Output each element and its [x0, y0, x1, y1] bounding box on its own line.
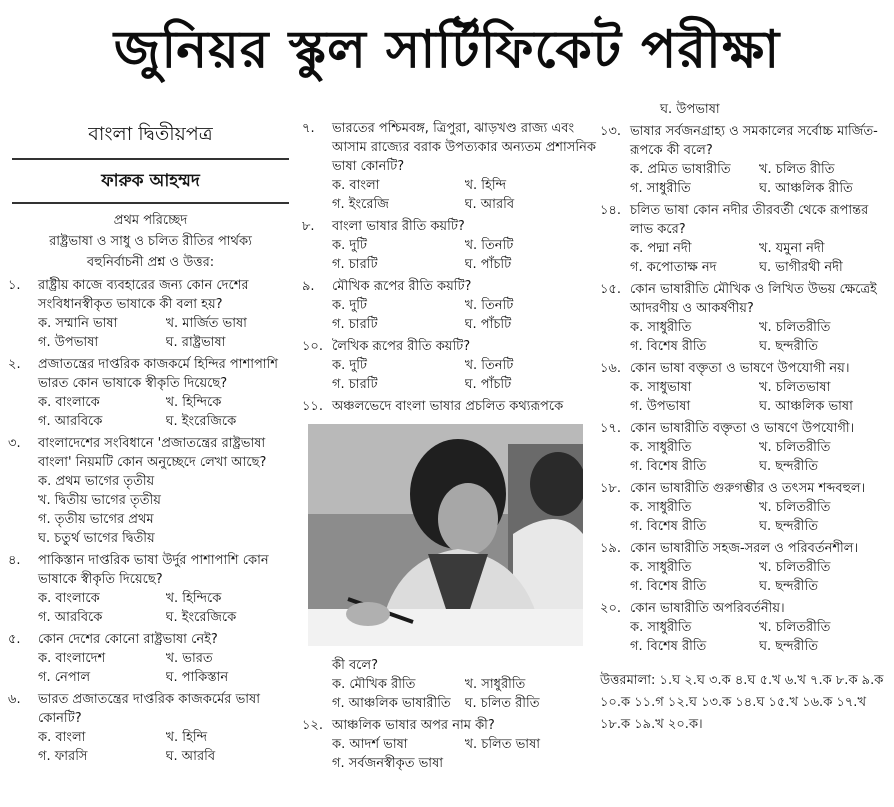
- answer-option: গ. চারটি: [332, 377, 378, 392]
- answer-option: ক. সাধুরীতি: [630, 440, 692, 455]
- answer-option: ঘ. ইংরেজিকে: [165, 610, 237, 625]
- question-text: মৌখিক রূপের রীতি কয়টি?: [332, 279, 472, 294]
- question-text: কোন ভাষারীতি গুরুগম্ভীর ও তৎসম শব্দবহুল।: [630, 481, 866, 496]
- answer-option: ক. বাংলা: [38, 730, 86, 745]
- question-text-continued: কী বলে?: [332, 658, 378, 673]
- question-list: [302, 119, 597, 394]
- question-item: [302, 119, 597, 176]
- subject-heading: বাংলা দ্বিতীয়পত্র: [88, 123, 213, 145]
- question-text: বাংলাদেশের সংবিধানে 'প্রজাতন্ত্রের রাষ্ট্রভাষা বাংলা' নিয়মটি কোন অনুচ্ছেদে লেখা আছে?: [38, 436, 267, 470]
- column-3: [600, 100, 888, 736]
- question-number: ৯.: [302, 279, 315, 294]
- student-photo: [308, 424, 583, 646]
- question-item: [302, 397, 597, 416]
- question-text: ভারতের পশ্চিমবঙ্গ, ত্রিপুরা, ঝাড়খণ্ড রাজ্য এবং আসাম রাজ্যের বরাক উপত্যকার অন্যতম প্রশাসনিক ভাষা কোনটি?: [332, 121, 596, 174]
- answer-key-text: ১.ঘ ২.ঘ ৩.ক ৪.ঘ ৫.খ ৬.খ ৭.ক ৮.ক ৯.ক ১০.ক ১১.গ ১২.ঘ ১৩.ক ১৪.ঘ ১৫.খ ১৬.ক ১৭.খ ১৮.ক ১৯.খ ২০.ক।: [600, 673, 884, 732]
- answer-option: খ. চলিতরীতি: [759, 440, 831, 455]
- question-number: ৪.: [8, 553, 21, 568]
- answer-option: খ. হিন্দি: [165, 730, 208, 745]
- answer-options: [302, 236, 597, 274]
- answer-options: [600, 160, 888, 198]
- question-number: ১১.: [302, 399, 324, 414]
- question-number: ১২.: [302, 718, 324, 733]
- answer-option: ঘ. পাঁচটি: [464, 377, 512, 392]
- question-text: রাষ্ট্রীয় কাজে ব্যবহারের জন্য কোন দেশের সংবিধানস্বীকৃত ভাষাকে কী বলা হয়?: [38, 278, 249, 312]
- question-number: ৭.: [302, 121, 315, 136]
- answer-option: খ. তিনটি: [464, 238, 514, 253]
- question-item: [302, 716, 597, 735]
- answer-options: [600, 558, 888, 596]
- answer-option: ক. সাধুরীতি: [630, 620, 692, 635]
- answer-option: ঘ. ছন্দরীতি: [759, 519, 818, 534]
- question-text: ভাষার সর্বজনগ্রাহ্য ও সমকালের সর্বোচ্চ মার্জিত-রূপকে কী বলে?: [630, 124, 878, 158]
- question-item: [302, 277, 597, 296]
- answer-option: খ. সাধুরীতি: [464, 677, 526, 692]
- question-number: ৬.: [8, 692, 21, 707]
- answer-option: ক. প্রথম ভাগের তৃতীয়: [38, 474, 155, 489]
- question-item: [600, 599, 888, 618]
- answer-options: [600, 498, 888, 536]
- question-item: [302, 217, 597, 236]
- answer-option: ঘ. চতুর্থ ভাগের দ্বিতীয়: [38, 531, 155, 546]
- answer-option: গ. চারটি: [332, 317, 378, 332]
- answer-option: ক. বাংলাকে: [38, 395, 100, 410]
- answer-option: গ. বিশেষ রীতি: [630, 339, 707, 354]
- question-number: ১৩.: [600, 124, 622, 139]
- question-number: ১৬.: [600, 361, 622, 376]
- answer-option: ক. প্রমিত ভাষারীতি: [630, 162, 731, 177]
- answer-options: [302, 735, 597, 773]
- answer-options: [600, 318, 888, 356]
- question-number: ১৮.: [600, 481, 622, 496]
- answer-option: খ. দ্বিতীয় ভাগের তৃতীয়: [38, 493, 161, 508]
- question-text: অঞ্চলভেদে বাংলা ভাষার প্রচলিত কথ্যরূপকে: [332, 399, 564, 414]
- answer-option: ঘ. ছন্দরীতি: [759, 459, 818, 474]
- student-writing-image: [308, 424, 583, 646]
- answer-option: ক. সম্মানি ভাষা: [38, 316, 118, 331]
- question-list: [600, 122, 888, 656]
- answer-option: খ. হিন্দিকে: [165, 395, 222, 410]
- question-number: ১৫.: [600, 282, 622, 297]
- author-name: ফারুক আহম্মদ: [101, 171, 200, 191]
- question-text: কোন ভাষা বক্তৃতা ও ভাষণে উপযোগী নয়।: [630, 361, 850, 376]
- divider: [12, 158, 289, 160]
- answer-option: খ. মার্জিত ভাষা: [165, 316, 247, 331]
- answer-option: ঘ. ছন্দরীতি: [759, 339, 818, 354]
- answer-option: গ. উপভাষা: [38, 335, 99, 350]
- answer-key-label: উত্তরমালা:: [600, 673, 656, 688]
- divider: [12, 202, 289, 204]
- question-item: [8, 355, 293, 393]
- answer-options: [600, 239, 888, 277]
- answer-options: [8, 589, 293, 627]
- answer-options: [600, 618, 888, 656]
- answer-option: গ. চারটি: [332, 257, 378, 272]
- answer-option: ক. দুটি: [332, 238, 367, 253]
- answer-option: গ. সর্বজনস্বীকৃত ভাষা: [332, 756, 444, 771]
- question-number: ১৭.: [600, 421, 622, 436]
- answer-option: ক. সাধুভাষা: [630, 380, 692, 395]
- chapter-topic: রাষ্ট্রভাষা ও সাধু ও চলিত রীতির পার্থক্য: [49, 234, 252, 249]
- answer-options: [302, 675, 597, 713]
- question-number: ১০.: [302, 339, 324, 354]
- answer-option: গ. উপভাষা: [630, 399, 691, 414]
- answer-option: ঘ. আরবি: [165, 749, 216, 764]
- column-1: [8, 100, 293, 766]
- answer-option: ক. বাংলাদেশ: [38, 651, 106, 666]
- question-number: ২০.: [600, 601, 622, 616]
- question-number: ৮.: [302, 219, 315, 234]
- answer-option: ঘ. ছন্দরীতি: [759, 579, 818, 594]
- answer-option: গ. কপোতাক্ষ নদ: [630, 260, 717, 275]
- question-item: [600, 201, 888, 239]
- question-text: প্রজাতন্ত্রের দাপ্তরিক কাজকর্মে হিন্দির পাশাপাশি ভারত কোন ভাষাকে স্বীকৃতি দিয়েছে?: [38, 357, 278, 391]
- answer-key: [600, 670, 888, 736]
- answer-option: ঘ. আরবি: [464, 197, 515, 212]
- answer-option: খ. চলিতরীতি: [759, 560, 831, 575]
- question-item: [600, 419, 888, 438]
- answer-options: [302, 176, 597, 214]
- answer-option: ক. আদর্শ ভাষা: [332, 737, 408, 752]
- question-item: [600, 280, 888, 318]
- answer-option: গ. বিশেষ রীতি: [630, 459, 707, 474]
- question-text: কোন ভাষারীতি সহজ-সরল ও পরিবর্তনশীল।: [630, 541, 859, 556]
- answer-option: ঘ. আঞ্চলিক ভাষা: [759, 399, 853, 414]
- answer-option: ক. সাধুরীতি: [630, 500, 692, 515]
- answer-option: গ. নেপাল: [38, 670, 91, 685]
- question-number: ১৪.: [600, 203, 622, 218]
- chapter-heading: প্রথম পরিচ্ছেদ: [113, 213, 188, 228]
- question-item: [8, 276, 293, 314]
- page-title: জুনিয়র স্কুল সার্টিফিকেট পরীক্ষা: [113, 20, 781, 80]
- answer-option: গ. আঞ্চলিক ভাষারীতি: [332, 696, 451, 711]
- answer-option: ক. দুটি: [332, 298, 367, 313]
- answer-option: খ. তিনটি: [464, 358, 514, 373]
- section-label: বহুনির্বাচনী প্রশ্ন ও উত্তর:: [86, 255, 215, 270]
- answer-option: ক. মৌখিক রীতি: [332, 677, 416, 692]
- question-item: [600, 539, 888, 558]
- answer-option: খ. তিনটি: [464, 298, 514, 313]
- answer-options: [8, 393, 293, 431]
- answer-option: খ. চলিত ভাষা: [464, 737, 541, 752]
- answer-option: খ. চলিতরীতি: [759, 620, 831, 635]
- answer-option: গ. বিশেষ রীতি: [630, 639, 707, 654]
- question-item: [302, 337, 597, 356]
- question-list: [302, 716, 597, 773]
- answer-option: খ. চলিতরীতি: [759, 320, 831, 335]
- question-number: ১৯.: [600, 541, 622, 556]
- answer-option: ঘ. পাকিস্তান: [165, 670, 229, 685]
- answer-options: [600, 438, 888, 476]
- question-number: ২.: [8, 357, 21, 372]
- answer-option: খ. চলিতরীতি: [759, 500, 831, 515]
- question-text: ভারত প্রজাতন্ত্রের দাপ্তরিক কাজকর্মের ভাষা কোনটি?: [38, 692, 260, 726]
- answer-options: [8, 472, 293, 548]
- answer-option: ক. বাংলাকে: [38, 591, 100, 606]
- answer-option: ঘ. পাঁচটি: [464, 257, 512, 272]
- answer-option: ক. বাংলা: [332, 178, 380, 193]
- answer-option: খ. হিন্দিকে: [165, 591, 222, 606]
- answer-option: ঘ. ভাগীরথী নদী: [759, 260, 843, 275]
- answer-options: [600, 378, 888, 416]
- question-item: [600, 359, 888, 378]
- question-text: কোন ভাষারীতি অপরিবর্তনীয়।: [630, 601, 785, 616]
- answer-options: [8, 728, 293, 766]
- question-text: কোন দেশের কোনো রাষ্ট্রভাষা নেই?: [38, 632, 218, 647]
- answer-option: গ. ফারসি: [38, 749, 88, 764]
- question-text: লৈখিক রূপের রীতি কয়টি?: [332, 339, 471, 354]
- answer-option: ঘ. চলিত রীতি: [464, 696, 540, 711]
- answer-option: খ. ভারত: [165, 651, 213, 666]
- answer-option: গ. আরবিকে: [38, 610, 103, 625]
- answer-option: ঘ. ছন্দরীতি: [759, 639, 818, 654]
- answer-options: [302, 296, 597, 334]
- question-number: ৩.: [8, 436, 21, 451]
- answer-option: খ. যমুনা নদী: [759, 241, 825, 256]
- answer-option: ক. দুটি: [332, 358, 367, 373]
- question-text: বাংলা ভাষার রীতি কয়টি?: [332, 219, 465, 234]
- answer-options: [8, 649, 293, 687]
- question-number: ১.: [8, 278, 21, 293]
- question-text: কোন ভাষারীতি মৌখিক ও লিখিত উভয় ক্ষেত্রেই আদরণীয় ও আকর্ষণীয়?: [630, 282, 877, 316]
- answer-option: গ. তৃতীয় ভাগের প্রথম: [38, 512, 154, 527]
- column-2: [302, 116, 597, 773]
- answer-option: গ. বিশেষ রীতি: [630, 519, 707, 534]
- question-text: আঞ্চলিক ভাষার অপর নাম কী?: [332, 718, 495, 733]
- answer-option: গ. বিশেষ রীতি: [630, 579, 707, 594]
- answer-option: খ. চলিত রীতি: [759, 162, 835, 177]
- question-item: [8, 434, 293, 472]
- answer-option: ক. পদ্মা নদী: [630, 241, 692, 256]
- answer-option: ঘ. আঞ্চলিক রীতি: [759, 181, 853, 196]
- question-item: [8, 551, 293, 589]
- question-text: পাকিস্তান দাপ্তরিক ভাষা উর্দুর পাশাপাশি কোন ভাষাকে স্বীকৃতি দিয়েছে?: [38, 553, 269, 587]
- answer-option: ঘ. রাষ্ট্রভাষা: [165, 335, 226, 350]
- answer-option: গ. আরবিকে: [38, 414, 103, 429]
- answer-option: গ. ইংরেজি: [332, 197, 389, 212]
- question-item: [600, 122, 888, 160]
- question-item: [600, 479, 888, 498]
- answer-option: খ. হিন্দি: [464, 178, 507, 193]
- question-item: [8, 630, 293, 649]
- answer-option: খ. চলিতভাষা: [759, 380, 831, 395]
- question-item: [8, 690, 293, 728]
- answer-option: ঘ. পাঁচটি: [464, 317, 512, 332]
- answer-option: ঘ. ইংরেজিকে: [165, 414, 237, 429]
- question-text: চলিত ভাষা কোন নদীর তীরবর্তী থেকে রূপান্তর লাভ করে?: [630, 203, 869, 237]
- question-list: [8, 276, 293, 766]
- answer-options: [302, 356, 597, 394]
- answer-option: ক. সাধুরীতি: [630, 560, 692, 575]
- answer-options: [8, 314, 293, 352]
- carried-option: ঘ. উপভাষা: [660, 102, 720, 117]
- answer-option: গ. সাধুরীতি: [630, 181, 691, 196]
- question-text: কোন ভাষারীতি বক্তৃতা ও ভাষণে উপযোগী।: [630, 421, 855, 436]
- question-number: ৫.: [8, 632, 21, 647]
- answer-option: ক. সাধুরীতি: [630, 320, 692, 335]
